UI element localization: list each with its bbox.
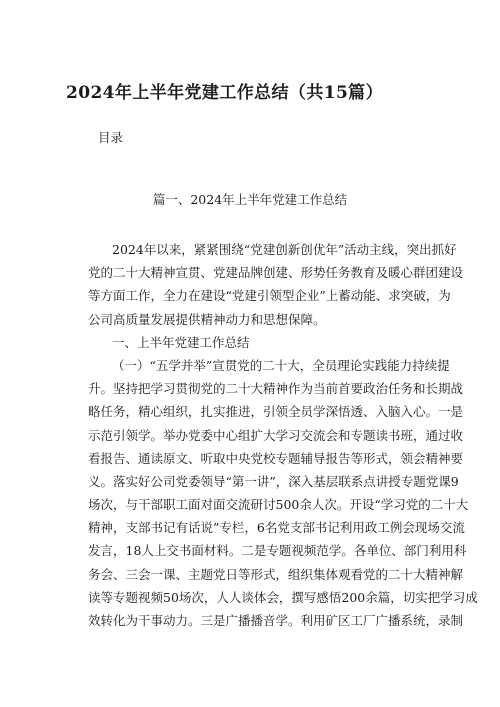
paragraph-line: 2024年以来，紧紧围绕“党建创新创优年”活动主线，突出抓好 [112, 242, 457, 257]
paragraph-line: 场次，与干部职工面对面交流研讨500余人次。开设“学习党的二十大 [88, 497, 469, 513]
section-heading: 篇一、2024年上半年党建工作总结 [152, 192, 348, 207]
paragraph-line: 效转化为干事动力。三是广播播音学。利用矿区工厂广播系统，录制 [88, 613, 464, 628]
paragraph-line: （一）“五学并举”宣贯党的二十大，全员理论实践能力持续提 [112, 357, 450, 373]
paragraph-line: 读等专题视频50场次，人人谈体会，撰写感悟200余篇，切实把学习成 [88, 589, 478, 605]
body-text [88, 238, 478, 632]
paragraph-line: 精神，支部书记有话说”专栏，6名党支部书记利用政工例会现场交流 [88, 520, 465, 536]
toc-label: 目录 [98, 130, 124, 145]
paragraph-line: 示范引领学。举办党委中心组扩大学习交流会和专题读书班，通过收 [88, 427, 464, 443]
paragraph-line: 务会、三会一课、主题党日等形式，组织集体观看党的二十大精神解 [88, 566, 464, 582]
paragraph-line: 等方面工作，全力在建设“党建引领型企业”上蓄动能、求突破，为 [88, 288, 451, 304]
paragraph-line: 发言，18人上交书面材料。二是专题视频范学。各单位、部门利用科 [88, 543, 467, 559]
paragraph-line: 略任务，精心组织，扎实推进，引领全员学深悟透、入脑入心。一是 [88, 404, 464, 420]
paragraph-line: 公司高质量发展提供精神动力和思想保障。 [88, 311, 326, 327]
subsection-heading: 一、上半年党建工作总结 [112, 334, 250, 350]
paragraph-line: 义。落实好公司党委领导“第一讲”，深入基层联系点讲授专题党课9 [88, 473, 459, 489]
paragraph-line: 升。坚持把学习贯彻党的二十大精神作为当前首要政治任务和长期战 [88, 381, 464, 397]
paragraph-line: 看报告、通读原文、听取中央党校专题辅导报告等形式，领会精神要 [88, 450, 464, 466]
paragraph-line: 党的二十大精神宣贯、党建品牌创建、形势任务教育及暖心群团建设 [88, 265, 464, 281]
document-title: 2024年上半年党建工作总结（共15篇） [66, 83, 383, 103]
